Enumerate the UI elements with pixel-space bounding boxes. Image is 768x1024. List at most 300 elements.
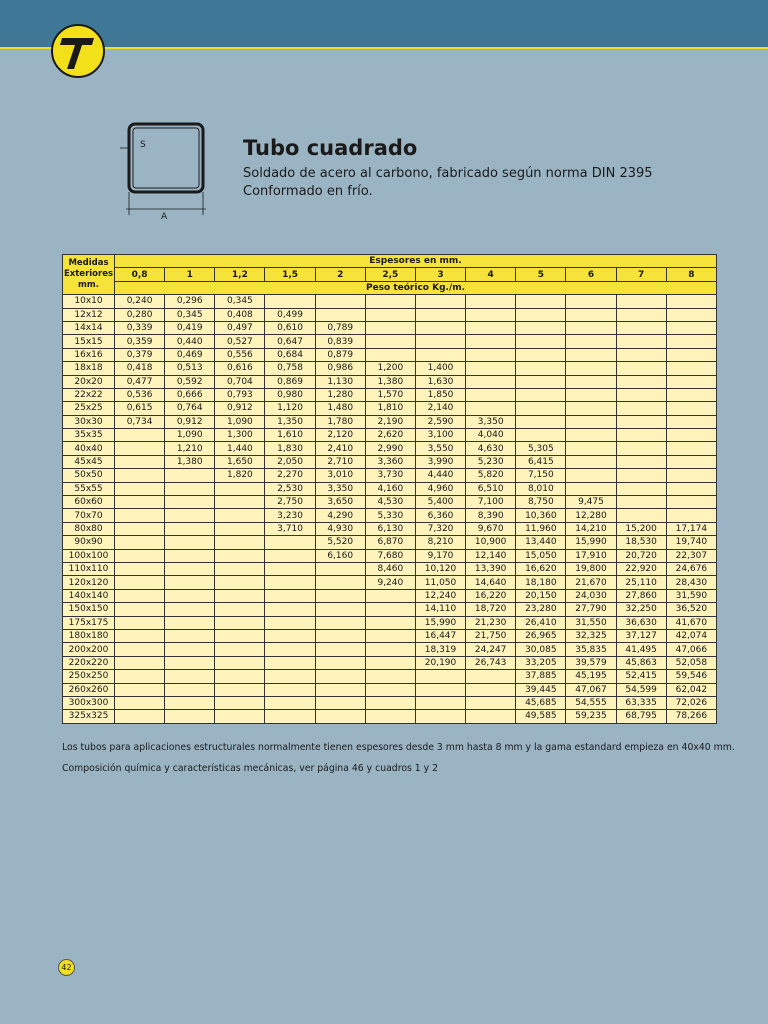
weight-cell: 26,743 [466,656,516,669]
weight-cell: 2,140 [415,402,465,415]
weight-cell [115,455,165,468]
weight-cell: 6,870 [365,536,415,549]
weight-cell [616,455,666,468]
weight-cell: 1,090 [165,429,215,442]
weight-cell: 45,863 [616,656,666,669]
brand-logo-icon [50,23,106,79]
header-accent-line [0,47,768,49]
weight-cell [315,308,365,321]
weight-cell: 0,986 [315,362,365,375]
weight-cell: 0,345 [215,295,265,308]
weight-cell [616,308,666,321]
weight-cell: 1,380 [165,455,215,468]
weight-cell [566,295,616,308]
weight-cell [415,696,465,709]
table-row [63,482,717,495]
weight-cell: 9,475 [566,496,616,509]
weight-cell: 0,296 [165,295,215,308]
table-row [63,402,717,415]
weight-cell: 0,280 [115,308,165,321]
weight-cell: 0,839 [315,335,365,348]
weight-cell: 26,410 [516,616,566,629]
size-cell: 260x260 [63,683,115,696]
weight-cell [315,670,365,683]
weight-cell [215,496,265,509]
weight-cell [616,429,666,442]
footnote-structural: Los tubos para aplicaciones estructurales normalmente tienen espesores desde 3 mm hasta 8 mm y la gama estandard empieza en 40x40 mm. [62,742,735,753]
weight-cell [466,321,516,334]
weight-cell: 39,445 [516,683,566,696]
weight-cell [516,295,566,308]
weight-cell: 1,350 [265,415,315,428]
weight-cell: 52,058 [666,656,716,669]
weight-cell [365,643,415,656]
size-cell: 70x70 [63,509,115,522]
weight-cell: 18,319 [415,643,465,656]
medidas-header: Medidas Exteriores mm. [63,255,115,295]
weight-cell [215,629,265,642]
table-body [63,295,717,724]
weight-cell [666,321,716,334]
table-row [63,643,717,656]
size-cell: 15x15 [63,335,115,348]
weight-cell: 14,640 [466,576,516,589]
weight-cell [466,696,516,709]
weight-cell [566,321,616,334]
weight-cell [415,710,465,723]
weight-cell: 3,990 [415,455,465,468]
weight-cell [265,629,315,642]
weight-cell [616,482,666,495]
weight-cell [466,308,516,321]
weight-cell [616,362,666,375]
espesores-header: Espesores en mm. [115,255,717,268]
weight-cell: 37,127 [616,629,666,642]
weight-cell [115,589,165,602]
weight-cell [516,375,566,388]
diagram-label-a: A [161,212,168,222]
weight-cell [616,415,666,428]
weight-cell [666,308,716,321]
weight-cell: 0,513 [165,362,215,375]
weight-cell [466,710,516,723]
table-row [63,616,717,629]
weight-cell: 72,026 [666,696,716,709]
weight-cell [165,522,215,535]
weight-cell: 3,650 [315,496,365,509]
weight-cell [315,589,365,602]
weight-cell: 18,530 [616,536,666,549]
weight-cell: 33,205 [516,656,566,669]
weight-cell [215,683,265,696]
weight-cell [115,710,165,723]
weight-cell: 0,345 [165,308,215,321]
weight-cell: 18,180 [516,576,566,589]
weight-cell [165,496,215,509]
weight-cell [666,455,716,468]
weight-cell [165,469,215,482]
size-cell: 200x200 [63,643,115,656]
weight-cell: 4,930 [315,522,365,535]
weight-cell [165,656,215,669]
weight-cell: 68,795 [616,710,666,723]
weight-cell: 63,335 [616,696,666,709]
weight-cell [265,576,315,589]
weight-cell [566,469,616,482]
weight-cell: 6,510 [466,482,516,495]
table-row [63,455,717,468]
weight-cell [365,295,415,308]
weight-cell: 78,266 [666,710,716,723]
weight-cell: 1,130 [315,375,365,388]
weight-cell [516,321,566,334]
weight-cell: 6,130 [365,522,415,535]
weight-cell [365,629,415,642]
weight-cell [616,388,666,401]
weight-cell: 6,415 [516,455,566,468]
weight-cell: 0,912 [215,402,265,415]
weight-cell [365,348,415,361]
weight-cell: 41,670 [666,616,716,629]
weight-cell: 5,820 [466,469,516,482]
weight-cell: 5,400 [415,496,465,509]
size-cell: 180x180 [63,629,115,642]
weight-cell: 32,325 [566,629,616,642]
size-cell: 40x40 [63,442,115,455]
weight-cell [666,375,716,388]
weight-cell: 0,764 [165,402,215,415]
weight-cell: 13,390 [466,562,516,575]
weight-cell [616,469,666,482]
weight-cell: 10,360 [516,509,566,522]
weight-cell: 0,339 [115,321,165,334]
weight-cell [365,308,415,321]
weight-cell [165,616,215,629]
weight-cell [365,683,415,696]
weight-cell [516,429,566,442]
weight-cell [365,335,415,348]
weight-cell: 1,630 [415,375,465,388]
weight-cell [115,522,165,535]
weight-cell [516,362,566,375]
weight-cell: 1,480 [315,402,365,415]
weight-cell: 15,200 [616,522,666,535]
weight-cell [265,670,315,683]
table-row [63,629,717,642]
weight-cell: 39,579 [566,656,616,669]
size-cell: 250x250 [63,670,115,683]
weight-cell [666,415,716,428]
weight-cell [165,482,215,495]
weight-cell [566,388,616,401]
weight-cell [215,670,265,683]
table-row [63,549,717,562]
weight-cell [115,562,165,575]
weight-cell [115,683,165,696]
weight-cell [215,576,265,589]
thickness-header: 1,2 [215,268,265,281]
page-title: Tubo cuadrado [243,136,418,160]
weight-cell: 49,585 [516,710,566,723]
weight-cell: 3,350 [315,482,365,495]
table-row [63,388,717,401]
weight-cell [165,710,215,723]
weight-cell: 18,720 [466,603,516,616]
weight-cell [215,536,265,549]
weight-cell [165,603,215,616]
weight-cell: 2,620 [365,429,415,442]
weight-cell: 28,430 [666,576,716,589]
weight-cell: 5,520 [315,536,365,549]
weight-cell [315,696,365,709]
table-row [63,603,717,616]
weight-cell: 3,360 [365,455,415,468]
weight-cell: 4,290 [315,509,365,522]
weight-cell [365,696,415,709]
weight-cell: 0,610 [265,321,315,334]
weight-cell [315,643,365,656]
weight-cell [265,710,315,723]
table-row [63,375,717,388]
weight-cell: 9,170 [415,549,465,562]
weight-cell: 11,960 [516,522,566,535]
weight-cell: 0,527 [215,335,265,348]
weight-cell [115,509,165,522]
weight-cell [566,335,616,348]
weight-cell: 2,050 [265,455,315,468]
weight-cell [516,415,566,428]
weight-cell [566,402,616,415]
weight-cell: 54,555 [566,696,616,709]
weight-cell [215,710,265,723]
weight-cell [516,335,566,348]
size-cell: 55x55 [63,482,115,495]
size-cell: 90x90 [63,536,115,549]
weight-cell [566,375,616,388]
weight-cell: 1,440 [215,442,265,455]
size-cell: 300x300 [63,696,115,709]
weight-cell [315,629,365,642]
weight-cell: 0,419 [165,321,215,334]
weight-cell [666,482,716,495]
weight-cell: 45,195 [566,670,616,683]
weight-cell [616,348,666,361]
thickness-header: 8 [666,268,716,281]
subtitle-line-1: Soldado de acero al carbono, fabricado según norma DIN 2395 [243,166,653,181]
weight-cell [315,710,365,723]
size-cell: 16x16 [63,348,115,361]
weight-cell [215,509,265,522]
weight-cell: 8,460 [365,562,415,575]
size-cell: 110x110 [63,562,115,575]
weight-cell: 26,965 [516,629,566,642]
weight-cell: 1,650 [215,455,265,468]
weight-cell: 0,497 [215,321,265,334]
weight-cell: 12,140 [466,549,516,562]
weight-cell: 42,074 [666,629,716,642]
weight-cell [466,295,516,308]
weight-cell: 4,440 [415,469,465,482]
weight-cell: 22,920 [616,562,666,575]
page-number-badge: 42 [58,959,75,976]
weight-cell [666,429,716,442]
table-row [63,321,717,334]
weight-cell: 54,599 [616,683,666,696]
weight-cell: 31,550 [566,616,616,629]
weight-cell [215,656,265,669]
weight-cell: 0,704 [215,375,265,388]
table-row [63,509,717,522]
weight-cell [666,442,716,455]
weight-cell [115,656,165,669]
weight-cell: 0,477 [115,375,165,388]
size-cell: 50x50 [63,469,115,482]
weight-cell: 1,200 [365,362,415,375]
weight-cell [265,656,315,669]
page-subtitle [243,165,653,201]
weight-cell: 9,240 [365,576,415,589]
weight-cell [415,321,465,334]
weight-cell: 4,960 [415,482,465,495]
table-row [63,415,717,428]
weight-cell [415,683,465,696]
weight-cell: 17,174 [666,522,716,535]
weight-cell [115,616,165,629]
weight-cell: 3,100 [415,429,465,442]
weight-cell: 0,666 [165,388,215,401]
table-row [63,469,717,482]
weight-cell [466,335,516,348]
weight-cell: 41,495 [616,643,666,656]
table-row [63,496,717,509]
weight-cell [516,402,566,415]
size-cell: 12x12 [63,308,115,321]
weight-cell: 6,360 [415,509,465,522]
table-row [63,308,717,321]
weight-cell [315,562,365,575]
weight-cell: 15,050 [516,549,566,562]
weight-cell: 24,247 [466,643,516,656]
weight-cell: 4,530 [365,496,415,509]
weight-cell: 21,750 [466,629,516,642]
weight-cell [215,696,265,709]
weight-cell [165,589,215,602]
weight-cell: 24,030 [566,589,616,602]
weight-cell [616,375,666,388]
weight-cell [265,696,315,709]
weight-cell: 3,010 [315,469,365,482]
weight-cell [415,335,465,348]
weight-cell: 0,418 [115,362,165,375]
weight-cell [265,616,315,629]
thickness-header: 1,5 [265,268,315,281]
weight-cell: 19,800 [566,562,616,575]
weight-cell [165,509,215,522]
size-cell: 10x10 [63,295,115,308]
weight-cell: 2,120 [315,429,365,442]
weight-cell: 2,410 [315,442,365,455]
weight-cell: 10,900 [466,536,516,549]
weight-cell: 20,150 [516,589,566,602]
table-row [63,670,717,683]
weight-cell [415,308,465,321]
size-cell: 45x45 [63,455,115,468]
weight-cell [215,549,265,562]
weight-cell: 0,869 [265,375,315,388]
weight-cell: 1,380 [365,375,415,388]
weight-cell: 4,040 [466,429,516,442]
weight-cell [215,589,265,602]
thickness-header: 2 [315,268,365,281]
weight-cell [666,335,716,348]
diagram-label-s: S [140,140,146,150]
weight-cell [566,482,616,495]
weight-cell: 8,010 [516,482,566,495]
weight-cell [365,670,415,683]
weight-cell [365,589,415,602]
table-row [63,335,717,348]
weight-cell [566,442,616,455]
weight-cell: 1,610 [265,429,315,442]
weight-cell: 0,647 [265,335,315,348]
weight-cell [315,576,365,589]
weight-cell [315,603,365,616]
size-cell: 14x14 [63,321,115,334]
weight-cell: 31,590 [666,589,716,602]
thickness-header: 2,5 [365,268,415,281]
weight-cell: 1,090 [215,415,265,428]
weight-cell: 22,307 [666,549,716,562]
weight-cell [215,616,265,629]
weight-cell [115,429,165,442]
weight-cell: 15,990 [415,616,465,629]
weight-cell [466,362,516,375]
weight-cell [165,643,215,656]
weight-cell: 59,546 [666,670,716,683]
weight-cell [265,683,315,696]
weight-cell: 35,835 [566,643,616,656]
weight-cell: 62,042 [666,683,716,696]
weight-cell [165,629,215,642]
weight-cell: 0,536 [115,388,165,401]
size-cell: 220x220 [63,656,115,669]
weight-cell: 27,860 [616,589,666,602]
weight-cell [165,562,215,575]
weight-cell [265,562,315,575]
table-row [63,683,717,696]
weight-cell [466,348,516,361]
weight-cell: 3,710 [265,522,315,535]
weight-cell [315,295,365,308]
weight-cell [616,295,666,308]
thickness-header: 0,8 [115,268,165,281]
weight-cell [315,656,365,669]
weight-cell: 25,110 [616,576,666,589]
weight-cell: 20,190 [415,656,465,669]
weight-cell: 24,676 [666,562,716,575]
weight-cell: 3,350 [466,415,516,428]
weight-cell [365,710,415,723]
weight-cell [466,670,516,683]
weight-cell [415,295,465,308]
weight-cell [616,402,666,415]
weight-cell: 36,630 [616,616,666,629]
weight-cell [616,335,666,348]
weight-cell [265,295,315,308]
subtitle-line-2: Conformado en frío. [243,184,373,199]
weight-cell: 0,359 [115,335,165,348]
weight-cell: 1,780 [315,415,365,428]
